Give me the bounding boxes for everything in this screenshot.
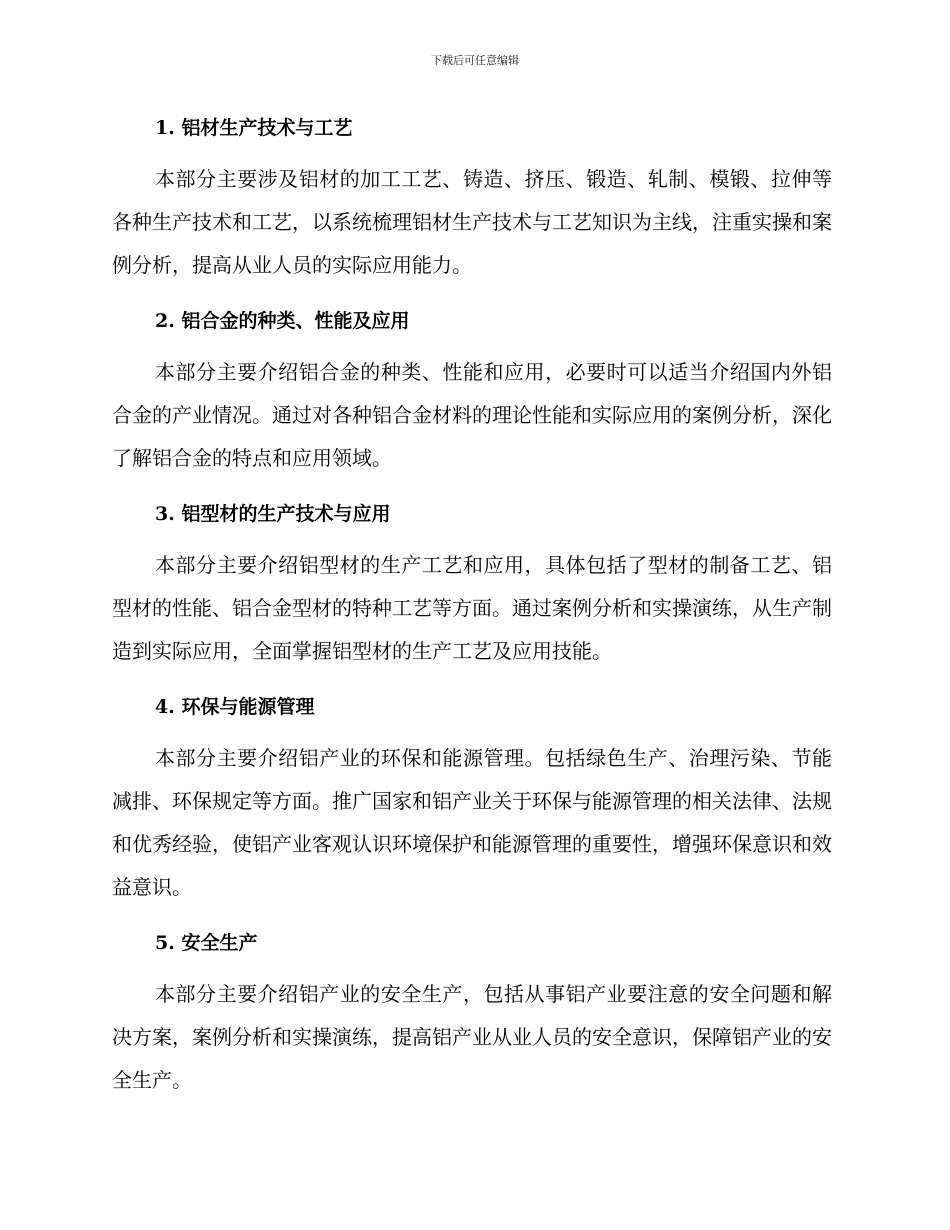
section-3 [112,492,832,673]
section-4 [112,685,832,909]
page-header: 下载后可任意编辑 [431,54,519,67]
section-paragraph: 本部分主要介绍铝型材的生产工艺和应用，具体包括了型材的制备工艺、铝型材的性能、铝合金型材的特种工艺等方面。通过案例分析和实操演练，从生产制造到实际应用，全面掌握铝型材的生产工艺及应用技能。 [112,553,832,663]
section-5 [112,921,832,1102]
section-paragraph: 本部分主要介绍铝产业的安全生产，包括从事铝产业要注意的安全问题和解决方案，案例分析和实操演练，提高铝产业从业人员的安全意识，保障铝产业的安全生产。 [112,982,832,1092]
section-paragraph: 本部分主要涉及铝材的加工工艺、铸造、挤压、锻造、轧制、模锻、拉伸等各种生产技术和工艺，以系统梳理铝材生产技术与工艺知识为主线，注重实操和案例分析，提高从业人员的实际应用能力。 [112,167,832,277]
section-1 [112,106,832,287]
section-paragraph: 本部分主要介绍铝合金的种类、性能和应用，必要时可以适当介绍国内外铝合金的产业情况。通过对各种铝合金材料的理论性能和实际应用的案例分析，深化了解铝合金的特点和应用领域。 [112,360,832,470]
section-paragraph: 本部分主要介绍铝产业的环保和能源管理。包括绿色生产、治理污染、节能减排、环保规定等方面。推广国家和铝产业关于环保与能源管理的相关法律、法规和优秀经验，使铝产业客观认识环境保护和能源管理的重要性，增强环保意识和效益意识。 [112,746,832,899]
section-heading: 2. 铝合金的种类、性能及应用 [155,310,410,332]
section-heading: 1. 铝材生产技术与工艺 [155,117,353,139]
section-heading: 5. 安全生产 [155,932,258,954]
section-heading: 3. 铝型材的生产技术与应用 [155,503,391,525]
document-body [112,106,832,1114]
section-heading: 4. 环保与能源管理 [155,696,315,718]
section-2 [112,299,832,480]
